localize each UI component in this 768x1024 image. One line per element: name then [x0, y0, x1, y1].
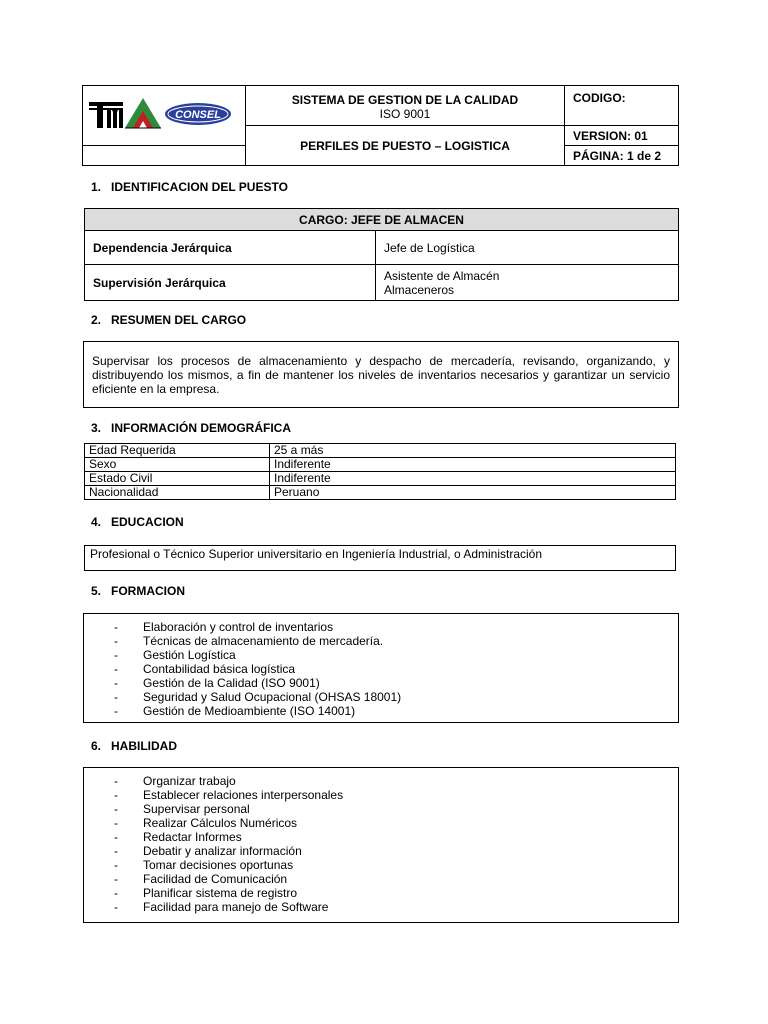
codigo-label: CODIGO: — [573, 91, 626, 105]
table-row — [85, 472, 676, 486]
section-5-heading: 5. FORMACION — [91, 584, 185, 598]
codigo-cell — [565, 86, 679, 126]
list-item: - Facilidad de Comunicación — [114, 872, 678, 886]
section-4-heading: 4. EDUCACION — [91, 515, 184, 529]
tm-logo-text: TM — [89, 132, 91, 133]
section-6-heading: 6. HABILIDAD — [91, 739, 177, 753]
demografia-label: Sexo — [85, 458, 270, 472]
resumen-text: Supervisar los procesos de almacenamiento y despacho de mercadería, revisando, organizando, y distribuyendo los mismos, a fin de mantener los niveles de inventarios necesarios y garantizar un servicio eficiente en la empresa. — [92, 354, 670, 396]
list-item: - Redactar Informes — [114, 830, 678, 844]
demografia-value: Indiferente — [270, 458, 676, 472]
list-item: - Supervisar personal — [114, 802, 678, 816]
list-item: - Contabilidad básica logística — [114, 662, 678, 676]
system-title-cell — [246, 86, 565, 126]
list-item: - Establecer relaciones interpersonales — [114, 788, 678, 802]
table-row — [85, 458, 676, 472]
demografia-value: Indiferente — [270, 472, 676, 486]
list-item: - Tomar decisiones oportunas — [114, 858, 678, 872]
habilidad-list — [114, 774, 678, 914]
table-row — [85, 486, 676, 500]
tm-logo-icon — [89, 102, 123, 128]
list-item: - Técnicas de almacenamiento de mercadería. — [114, 634, 678, 648]
supervision-value: Asistente de Almacén Almaceneros — [376, 265, 679, 301]
resumen-box — [83, 341, 679, 408]
logo-cell — [83, 86, 246, 146]
demografia-label: Nacionalidad — [85, 486, 270, 500]
version-label: VERSION: 01 — [565, 126, 679, 146]
dependencia-label: Dependencia Jerárquica — [85, 231, 376, 265]
section-1-heading: 1. IDENTIFICACION DEL PUESTO — [91, 180, 288, 194]
demografia-label: Estado Civil — [85, 472, 270, 486]
educacion-text: Profesional o Técnico Superior universitario en Ingeniería Industrial, o Administración — [90, 547, 543, 561]
table-row — [85, 444, 676, 458]
list-item: - Gestión Logística — [114, 648, 678, 662]
demografia-value: Peruano — [270, 486, 676, 500]
list-item: - Organizar trabajo — [114, 774, 678, 788]
habilidad-box — [83, 767, 679, 923]
formacion-box — [83, 613, 679, 723]
triangle-logo-icon — [125, 98, 161, 128]
system-title: SISTEMA DE GESTION DE LA CALIDAD — [291, 92, 519, 107]
section-3-heading: 3. INFORMACIÓN DEMOGRÁFICA — [91, 421, 291, 435]
educacion-box — [84, 545, 676, 571]
consel-logo-text: CONSEL — [175, 109, 221, 121]
list-item: - Facilidad para manejo de Software — [114, 900, 678, 914]
list-item: - Elaboración y control de inventarios — [114, 620, 678, 634]
demografia-table — [84, 443, 676, 500]
list-item: - Gestión de Medioambiente (ISO 14001) — [114, 704, 678, 718]
list-item: - Planificar sistema de registro — [114, 886, 678, 900]
section-2-heading: 2. RESUMEN DEL CARGO — [91, 313, 247, 327]
demografia-label: Edad Requerida — [85, 444, 270, 458]
cargo-title: CARGO: JEFE DE ALMACEN — [85, 209, 679, 231]
list-item: - Realizar Cálculos Numéricos — [114, 816, 678, 830]
demografia-value: 25 a más — [270, 444, 676, 458]
dependencia-value: Jefe de Logística — [376, 231, 679, 265]
list-item: - Seguridad y Salud Ocupacional (OHSAS 18001) — [114, 690, 678, 704]
pagina-label: PÁGINA: 1 de 2 — [565, 146, 679, 166]
list-item: - Debatir y analizar información — [114, 844, 678, 858]
company-logo — [83, 94, 241, 134]
list-item: - Gestión de la Calidad (ISO 9001) — [114, 676, 678, 690]
document-header — [82, 85, 679, 166]
consel-logo-icon — [165, 103, 231, 125]
identificacion-table — [84, 208, 679, 301]
perfil-title: PERFILES DE PUESTO – LOGISTICA — [246, 126, 565, 166]
system-subtitle: ISO 9001 — [379, 106, 431, 121]
supervision-label: Supervisión Jerárquica — [85, 265, 376, 301]
formacion-list — [114, 620, 678, 718]
